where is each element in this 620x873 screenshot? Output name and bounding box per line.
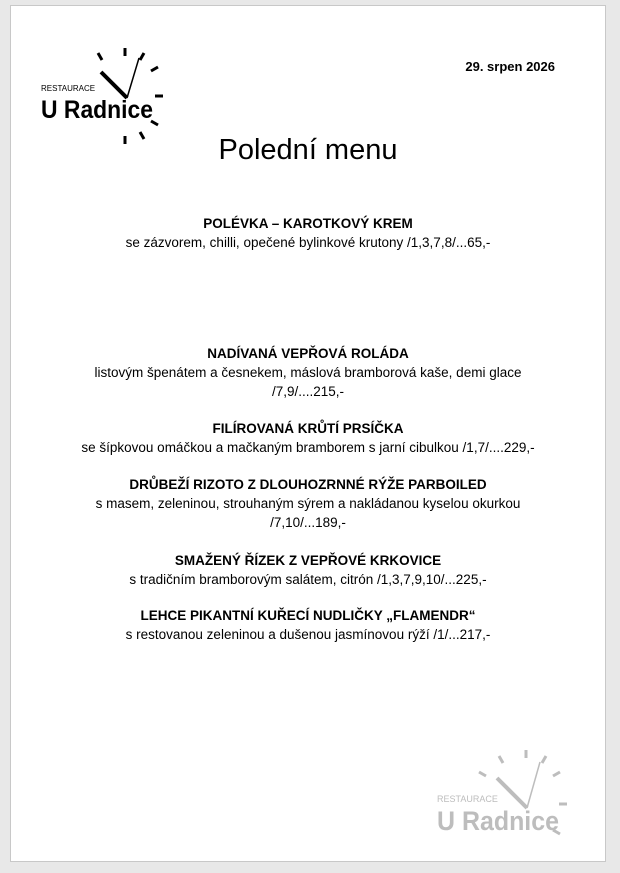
menu-item-description: listovým špenátem a česnekem, máslová bramborová kaše, demi glace /7,9/....215,-: [94, 365, 522, 399]
page-title: Polední menu: [218, 134, 398, 166]
menu-item-description: se šípkovou omáčkou a mačkaným bramborem s jarní cibulkou /1,7/....229,-: [81, 440, 535, 455]
menu-item-description: s tradičním bramborovým salátem, citrón /1,3,7,9,10/...225,-: [129, 572, 487, 587]
menu-item-4: [11, 551, 605, 589]
document-page: [10, 5, 606, 862]
menu-item-3: [11, 475, 605, 532]
menu-item-soup: [11, 214, 605, 252]
menu-item-name: NADÍVANÁ VEPŘOVÁ ROLÁDA: [207, 346, 409, 361]
menu-item-description: s restovanou zeleninou a dušenou jasmínovou rýží /1/...217,-: [125, 627, 491, 642]
menu-item-description: s masem, zeleninou, strouhaným sýrem a nakládanou kyselou okurkou /7,10/...189,-: [95, 496, 521, 530]
menu-item-2: [11, 419, 605, 457]
menu-item-description: se zázvorem, chilli, opečené bylinkové krutony /1,3,7,8/...65,-: [125, 235, 491, 250]
clock-watermark-icon: [429, 748, 589, 848]
menu-item-name: SMAŽENÝ ŘÍZEK Z VEPŘOVÉ KRKOVICE: [174, 553, 442, 568]
logo-brand-text: U Radnice: [41, 96, 154, 124]
menu-item-name: FILÍROVANÁ KRŮTÍ PRSÍČKA: [212, 421, 404, 436]
logo-small-text: RESTAURACE: [41, 84, 96, 93]
watermark-brand-text: U Radnice: [437, 806, 559, 836]
menu-item-name: POLÉVKA – KAROTKOVÝ KREM: [203, 216, 413, 231]
menu-item-name: LEHCE PIKANTNÍ KUŘECÍ NUDLIČKY „FLAMENDR“: [140, 608, 476, 623]
menu-item-name: DRŮBEŽÍ RIZOTO Z DLOUHOZRNNÉ RÝŽE PARBOILED: [129, 477, 487, 492]
watermark-small-text: RESTAURACE: [437, 794, 498, 804]
menu-date: 29. srpen 2026: [465, 59, 555, 74]
menu-item-5: [11, 606, 605, 644]
menu-item-1: [11, 344, 605, 401]
restaurant-logo-watermark: [429, 748, 589, 848]
